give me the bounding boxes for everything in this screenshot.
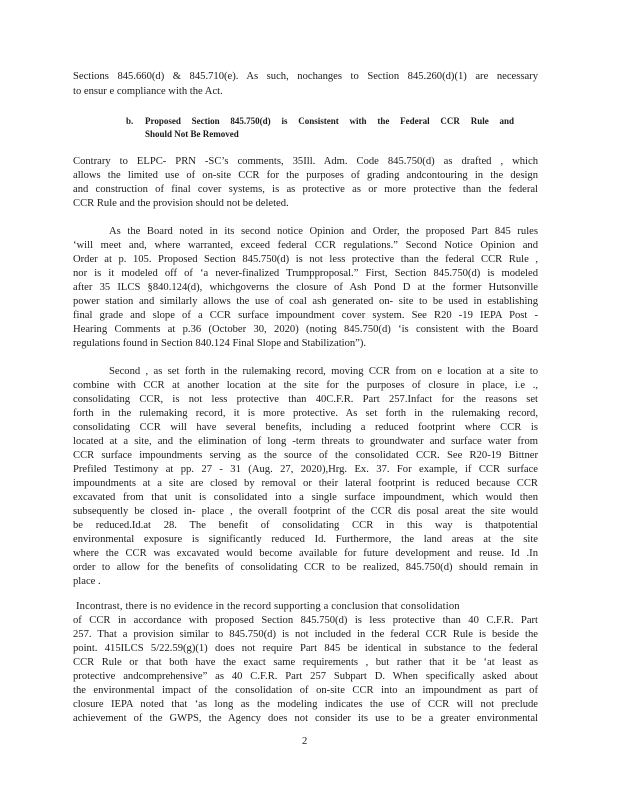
text-line: 257. That a provision similar to 845.750(d) is not included in the federal CCR Rule is beside the <box>73 629 538 640</box>
text-line: after 35 ILCS §840.124(d), whichgoverns the closure of Ash Pond D at the former Hutsonville <box>73 282 538 293</box>
text-line: to ensur e compliance with the Act. <box>73 86 223 97</box>
text-line: Contrary to ELPC- PRN -SC’s comments, 35Ill. Adm. Code 845.750(d) as drafted , which <box>73 156 538 167</box>
text-line: Incontrast, there is no evidence in the record supporting a conclusion that consolidation <box>76 601 460 612</box>
section-heading: Proposed Section 845.750(d) is Consistent with the Federal CCR Rule and <box>145 116 514 126</box>
text-line: consolidating CCR will have several benefits, including a reduced footprint where CCR is <box>73 422 538 433</box>
section-heading: Should Not Be Removed <box>145 129 239 139</box>
text-line: CCR surface impoundments serving as the source of the consolidated CCR. See R20-19 Bittner <box>73 450 538 461</box>
text-line: consolidating CCR, is not less protective than 40C.F.R. Part 257.Infact for the reasons set <box>73 394 538 405</box>
text-line: protective andcomprehensive” as 40 C.F.R. Part 257 Subpart D. When specifically asked about <box>73 671 538 682</box>
text-line: nor is it modeled off of ‘a never-finalized Trumpproposal.” First, Section 845.750(d) is modeled <box>73 268 538 279</box>
text-line: excavated from that unit is consolidated into a single surface impoundment, which would then <box>73 492 538 503</box>
page-number: 2 <box>302 736 308 747</box>
text-line: the environmental impact of the consolidation of on-site CCR into an impoundment as part of <box>73 685 538 696</box>
text-line: subsequently be closed in- place , the overall footprint of the CCR dis posal areat the site would <box>73 506 538 517</box>
text-line: CCR Rule and the provision should not be deleted. <box>73 198 289 209</box>
text-line: point. 415ILCS 5/22.59(g)(1) does not require Part 845 be identical in substance to the federal <box>73 643 538 654</box>
text-line: located at a site, and the elimination of long -term threats to groundwater and surface water from <box>73 436 538 447</box>
text-line: impoundments at a site are closed by removal or their lateral footprint is reduced because CCR <box>73 478 538 489</box>
text-line: of CCR in accordance with proposed Section 845.750(d) is less protective than 40 C.F.R. Part <box>73 615 538 626</box>
text-line: CCR Rule or that both have the exact same requirements , but rather that it be ‘at least as <box>73 657 538 668</box>
text-line: forth in the rulemaking record, it is more protective. As set forth in the rulemaking record, <box>73 408 538 419</box>
text-line: power station and similarly allows the use of coal ash generated on- site to be used in establishing <box>73 296 538 307</box>
text-line: regulations found in Section 840.124 Final Slope and Stabilization”). <box>73 338 367 349</box>
text-line: and construction of final cover systems, is as protective as or more protective than the federal <box>73 184 538 195</box>
text-line: environmental exposure is significantly reduced Id. Furthermore, the land areas at the site <box>73 534 538 545</box>
text-line: combine with CCR at another location at the site for the purposes of closure in place, i.e ., <box>73 380 538 391</box>
text-line: allows the limited use of on-site CCR for the purposes of grading andcontouring in the design <box>73 170 538 181</box>
text-line: order to allow for the benefits of consolidating CCR to be realized, 845.750(d) should remain in <box>73 562 538 573</box>
text-line: closure IEPA noted that ‘as long as the modeling indicates the use of CCR will not preclude <box>73 699 538 710</box>
text-line: ‘will meet and, where warranted, exceed federal CCR regulations.” Second Notice Opinion and <box>73 240 538 251</box>
text-line: where the CCR was excavated would become available for future development and reuse. Id .In <box>73 548 538 559</box>
text-line: final grade and slope of a CCR surface impoundment cover system. See R20 -19 IEPA Post - <box>73 310 538 321</box>
text-line: Order at p. 105. Proposed Section 845.750(d) is not less protective than the federal CCR Rule , <box>73 254 538 265</box>
text-line: As the Board noted in its second notice Opinion and Order, the proposed Part 845 rules <box>109 226 538 237</box>
text-line: Hearing Comments at p.36 (October 30, 2020) (noting 845.750(d) ‘is consistent with the Board <box>73 324 538 335</box>
text-line: Second , as set forth in the rulemaking record, moving CCR from on e location at a site to <box>109 366 538 377</box>
text-line: Sections 845.660(d) & 845.710(e). As such, nochanges to Section 845.260(d)(1) are necessary <box>73 71 538 82</box>
text-line: place . <box>73 576 101 587</box>
text-line: be reduced.Id.at 28. The benefit of consolidating CCR in this way is thatpotential <box>73 520 538 531</box>
text-line: achievement of the GWPS, the Agency does not consider its use to be a greater environmental <box>73 713 538 724</box>
section-heading-number: b. <box>126 116 134 126</box>
text-line: Prefiled Testimony at pp. 27 - 31 (Aug. 27, 2020),Hrg. Ex. 37. For example, if CCR surface <box>73 464 538 475</box>
